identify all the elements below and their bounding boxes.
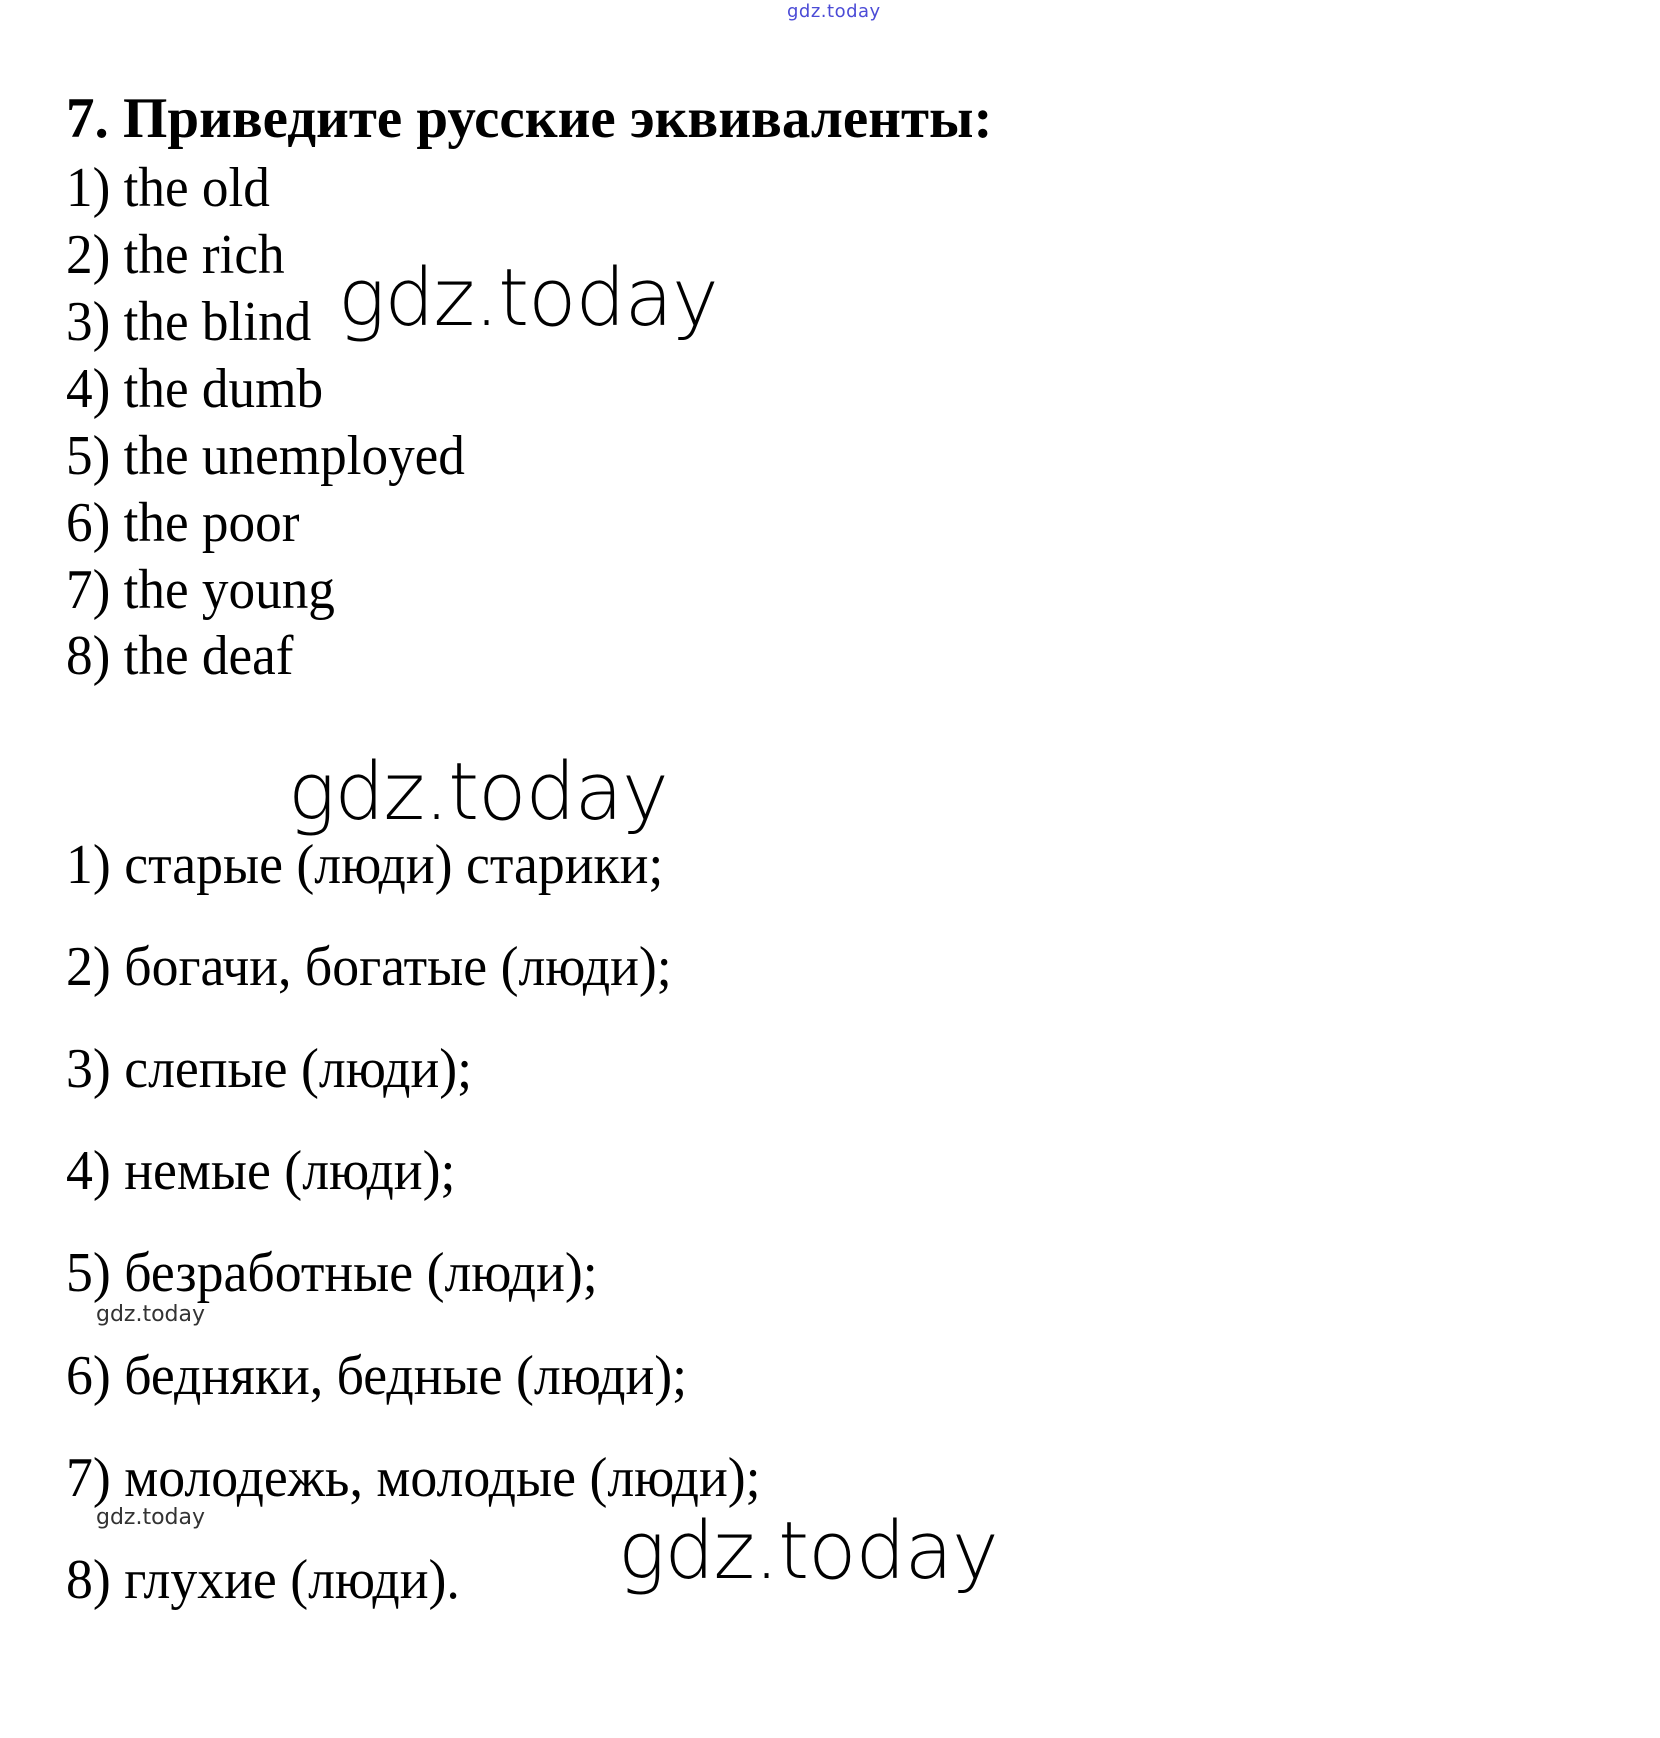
top-watermark: gdz.today	[787, 1, 881, 22]
russian-item: 6) бедняки, бедные (люди);	[66, 1345, 688, 1407]
english-item: 8) the deaf	[66, 625, 294, 687]
russian-item: 3) слепые (люди);	[66, 1038, 473, 1100]
english-item: 7) the young	[66, 559, 335, 621]
watermark-large: gdz.today	[288, 746, 668, 838]
russian-item: 4) немые (люди);	[66, 1140, 456, 1202]
english-item: 3) the blind	[66, 291, 312, 353]
english-item: 1) the old	[66, 157, 270, 219]
english-item: 2) the rich	[66, 224, 285, 286]
russian-item: 2) богачи, богатые (люди);	[66, 936, 672, 998]
russian-item: 5) безработные (люди);	[66, 1242, 598, 1304]
exercise-title: 7. Приведите русские эквиваленты:	[66, 87, 993, 150]
watermark-small: gdz.today	[96, 1302, 206, 1327]
russian-item: 8) глухие (люди).	[66, 1549, 460, 1611]
russian-item: 7) молодежь, молодые (люди);	[66, 1447, 761, 1509]
watermark-small: gdz.today	[96, 1505, 206, 1530]
watermark-large: gdz.today	[618, 1505, 998, 1597]
russian-item: 1) старые (люди) старики;	[66, 834, 664, 896]
english-item: 4) the dumb	[66, 358, 324, 420]
watermark-large: gdz.today	[338, 252, 718, 344]
english-item: 6) the poor	[66, 492, 300, 554]
english-item: 5) the unemployed	[66, 425, 465, 487]
